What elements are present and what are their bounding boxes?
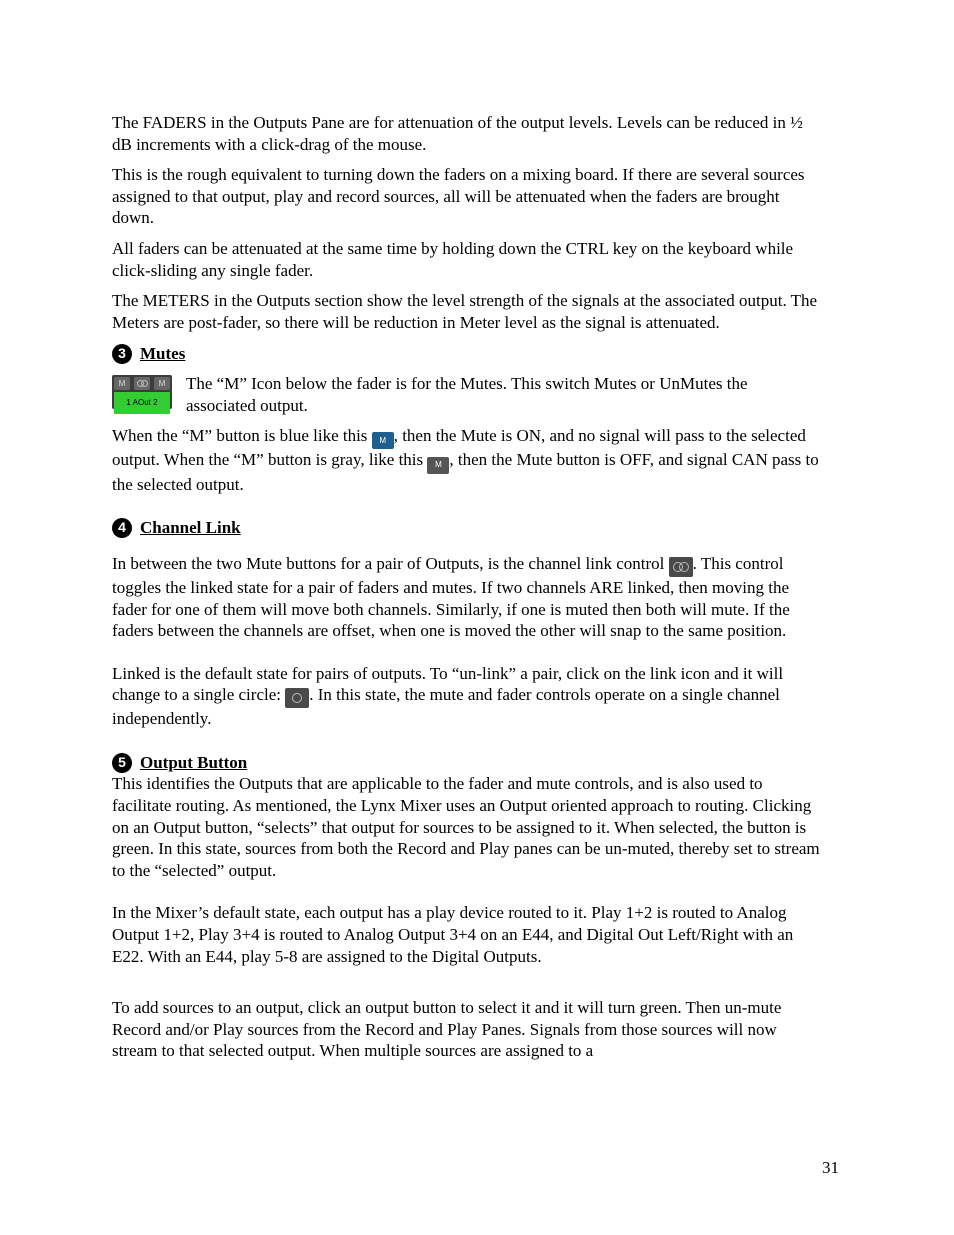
mutes-intro-row: [112, 373, 820, 416]
number-4-icon: 4: [112, 518, 132, 538]
paragraph-faders: The FADERS in the Outputs Pane are for attenuation of the output levels. Levels can be reduced in ½ dB increments with a click-drag of the mouse.: [112, 113, 803, 154]
paragraph-mute-states: When the “M” button is blue like this M , then the Mute is ON, and no signal will pass to the selected output. When the “M” button is gray, like this M , then the Mute button is OFF, and signal CAN pass to the selected output.: [112, 426, 819, 494]
mute-button-right: M: [154, 377, 170, 390]
paragraph-default-state: In the Mixer’s default state, each output has a play device routed to it. Play 1+2 is routed to Analog Output 1+2, Play 3+4 is routed to Analog Output 3+4 on an E44, and Digital Out Left/Right with an E22. With an E44, play 5-8 are assigned to the Digital Outputs.: [112, 903, 794, 966]
single-circle-icon: [285, 688, 309, 708]
paragraph-unlink: Linked is the default state for pairs of outputs. To “un-link” a pair, click on the link icon and it will change to a single circle: . In this state, the mute and fader controls operate on a single channel independently.: [112, 663, 784, 729]
paragraph-add-sources: To add sources to an output, click an output button to select it and it will turn green. Then un-mute Record and/or Play sources from the Record and Play Panes. Signals from those sources will now stream to that selected output. When multiple sources are assigned to a: [112, 998, 782, 1061]
paragraph-ctrl-key: All faders can be attenuated at the same time by holding down the CTRL key on the keyboard while click-sliding any single fader.: [112, 238, 794, 280]
output-strip-image: [112, 375, 172, 409]
paragraph-mutes-intro: The “M” Icon below the fader is for the Mutes. This switch Mutes or UnMutes the associated output.: [186, 373, 748, 415]
paragraph-channel-link: In between the two Mute buttons for a pair of Outputs, is the channel link control . This control toggles the linked state for a pair of faders and mutes. If two channels ARE linked, then moving the fader for one of them will move both channels. Similarly, if one is muted then both will mute. If the faders between the channels are offset, when one is moved the other will snap to the same position.: [112, 553, 790, 641]
page-content: [112, 112, 820, 1062]
heading-channel-link: [112, 517, 820, 539]
heading-output-button-title: Output Button: [140, 752, 248, 772]
mute-button-left: M: [114, 377, 130, 390]
heading-channel-link-title: Channel Link: [140, 518, 241, 538]
heading-mutes: [112, 343, 820, 365]
page-number: 31: [822, 1158, 839, 1177]
number-5-icon: 5: [112, 753, 132, 773]
mute-gray-icon: M: [427, 457, 449, 474]
link-icon-inline: [669, 557, 693, 577]
link-icon: [134, 377, 150, 390]
paragraph-output-button: This identifies the Outputs that are applicable to the fader and mute controls, and is also used to facilitate routing. As mentioned, the Lynx Mixer uses an Output oriented approach to routing. Clicking on an Output button, “selects” that output for sources to be assigned to it. When selected, the button is green. In this state, sources from both the Record and Play panes can be un-muted, thereby set to stream to the “selected” output.: [112, 774, 820, 880]
heading-mutes-title: Mutes: [140, 344, 186, 364]
paragraph-mixing-board: This is the rough equivalent to turning down the faders on a mixing board. If there are several sources assigned to that output, play and record sources, all will be attenuated when the faders are brought down.: [112, 165, 805, 228]
heading-output-button: [112, 752, 820, 774]
mute-blue-icon: M: [372, 432, 394, 449]
output-button-green: 1 AOut 2: [114, 392, 170, 414]
number-3-icon: 3: [112, 344, 132, 364]
paragraph-meters: The METERS in the Outputs section show the level strength of the signals at the associated output. The Meters are post-fader, so there will be reduction in Meter level as the signal is attenuated.: [112, 291, 818, 332]
